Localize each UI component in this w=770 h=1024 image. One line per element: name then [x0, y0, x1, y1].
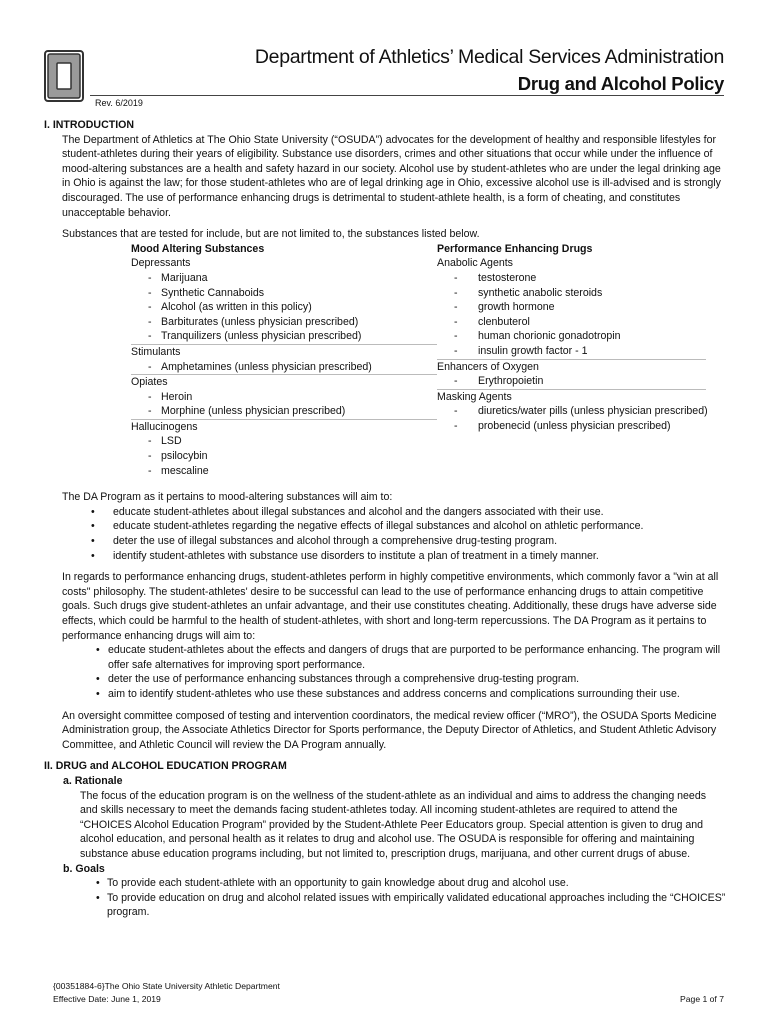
- substances-table: [131, 242, 706, 479]
- mood-aim-item: [44, 534, 726, 549]
- bullet-marker: •: [91, 520, 95, 533]
- ped-substance-item: [437, 404, 706, 419]
- mood-aim-item: [44, 519, 726, 534]
- oversight-paragraph: An oversight committee composed of testing and intervention coordinators, the medical review officer (“MRO”), the OSUDA Sports Medicine Administration group, the Associate Athletics Director for Sports performance, the Deputy Director of Athletics, and Student Athletic Advisory Committee, and Athletic Council will review the DA Program annually.: [62, 709, 717, 751]
- mood-substance-item: [131, 300, 437, 315]
- rationale-paragraph: The focus of the education program is on the wellness of the student-athlete as an individual and aims to address the changing needs and skills necessary to meet the demands facing student-athletes today. All incoming student-athletes are required to attend the “CHOICES Alcohol Education Program” provided by the Student-Athlete Peer Educators group. Special attention is given to drug and alcohol education, and personal health as it relates to drug and alcohol use. The OSUDA is responsible for offering and maintaining substance abuse education programs including, but not limited to, prescription drugs, marijuana, and other current drugs of abuse.: [80, 789, 707, 860]
- dash-marker: -: [454, 405, 458, 418]
- dash-marker: -: [454, 315, 458, 328]
- mood-aim-item: [44, 549, 726, 564]
- mood-substance-group: [131, 344, 437, 374]
- mood-substance-group-name: Hallucinogens: [131, 420, 198, 433]
- ped-substance-item: [437, 271, 706, 286]
- mood-substance-item: [131, 286, 437, 301]
- dash-marker: -: [148, 464, 152, 477]
- page-number: Page 1 of 7: [680, 994, 724, 1004]
- mood-substance-item-label: Amphetamines (unless physician prescribed): [161, 360, 372, 373]
- subsection-heading-goals: b. Goals: [63, 862, 105, 875]
- ped-paragraph: In regards to performance enhancing drugs, student-athletes perform in highly competitive environments, which commonly favor a "win at all costs" philosophy. The student-athletes' desire to be successful can lead to the use of performance enhancing drugs to attain competitive goals. Such drugs give student-athletes an unfair advantage, and their use constitutes cheating. Additionally, these drugs have adverse side effects, which could be harmful to the health of student-athletes, with short and long-term repercussions. The DA Program as it pertains to performance enhancing drugs will aim to:: [62, 571, 719, 642]
- ped-substance-item-label: clenbuterol: [478, 315, 530, 328]
- mood-substance-item-label: Alcohol (as written in this policy): [161, 301, 312, 314]
- mood-substance-group: [131, 256, 437, 344]
- dash-marker: -: [454, 286, 458, 299]
- bullet-marker: •: [91, 535, 95, 548]
- dash-marker: -: [148, 271, 152, 284]
- mood-substance-item: [131, 449, 437, 464]
- ped-substance-item: [437, 329, 706, 344]
- ped-aim-item: [44, 643, 726, 672]
- bullet-marker: •: [96, 877, 100, 890]
- mood-substance-item: [131, 434, 437, 449]
- dash-marker: -: [148, 405, 152, 418]
- mood-substance-item-label: Tranquilizers (unless physician prescribed): [161, 330, 362, 343]
- ped-substance-item-label: testosterone: [478, 271, 537, 284]
- ped-substance-group-name: Masking Agents: [437, 390, 512, 403]
- mood-aims-list: [44, 505, 726, 563]
- mood-substance-item: [131, 315, 437, 330]
- ped-column: [437, 256, 706, 478]
- bullet-marker: •: [91, 549, 95, 562]
- ped-aim-item: [44, 672, 726, 687]
- dash-marker: -: [454, 344, 458, 357]
- goal-item-text: To provide education on drug and alcohol related issues with empirically validated educational approaches including the “CHOICES” program.: [107, 891, 726, 919]
- goal-item: [44, 876, 726, 891]
- section-heading-education: II. DRUG and ALCOHOL EDUCATION PROGRAM: [44, 760, 287, 773]
- ped-substance-group-name: Anabolic Agents: [437, 257, 513, 270]
- mood-substance-item: [131, 390, 437, 405]
- ped-substance-item-label: Erythropoietin: [478, 375, 544, 388]
- mood-aim-item: [44, 505, 726, 520]
- goals-list: [44, 876, 726, 920]
- bullet-marker: •: [91, 505, 95, 518]
- dash-marker: -: [454, 301, 458, 314]
- ped-substance-item-label: probenecid (unless physician prescribed): [478, 419, 671, 432]
- mood-substance-item: [131, 464, 437, 479]
- dash-marker: -: [148, 330, 152, 343]
- subsection-heading-rationale: a. Rationale: [63, 774, 123, 787]
- ohio-state-block-o-logo: [44, 50, 84, 102]
- goal-item-text: To provide each student-athlete with an opportunity to gain knowledge about drug and alcohol use.: [107, 877, 569, 890]
- ped-substance-item-label: growth hormone: [478, 301, 555, 314]
- ped-substance-item-label: diuretics/water pills (unless physician prescribed): [478, 405, 708, 418]
- footer-doc-id: {00351884-6}The Ohio State University Athletic Department: [53, 981, 280, 991]
- ped-substance-item: [437, 315, 706, 330]
- page-title: Department of Athletics’ Medical Services Administration: [254, 46, 724, 68]
- bullet-marker: •: [96, 673, 100, 686]
- ped-header: Performance Enhancing Drugs: [437, 242, 593, 255]
- dash-marker: -: [454, 330, 458, 343]
- mood-substance-item-label: LSD: [161, 435, 182, 448]
- ped-substance-item-label: insulin growth factor - 1: [478, 344, 588, 357]
- ped-substance-item: [437, 344, 706, 359]
- ped-aim-item-text: deter the use of performance enhancing substances through a comprehensive drug-testing program.: [108, 673, 580, 686]
- mood-substance-group-name: Depressants: [131, 257, 191, 270]
- dash-marker: -: [454, 419, 458, 432]
- mood-aims-intro: The DA Program as it pertains to mood-altering substances will aim to:: [62, 491, 393, 504]
- mood-aim-item-text: educate student-athletes about illegal substances and alcohol and the dangers associated with their use.: [113, 505, 604, 518]
- ped-substance-group: [437, 359, 706, 389]
- mood-substance-item: [131, 360, 437, 375]
- mood-aim-item-text: educate student-athletes regarding the negative effects of illegal substances and alcohol on athletic performance.: [113, 520, 644, 533]
- mood-substance-item: [131, 404, 437, 419]
- mood-substance-item-label: Heroin: [161, 390, 193, 403]
- mood-substances-header: Mood Altering Substances: [131, 242, 265, 255]
- mood-aim-item-text: deter the use of illegal substances and alcohol through a comprehensive drug-testing program.: [113, 535, 558, 548]
- mood-substance-item-label: Synthetic Cannaboids: [161, 286, 265, 299]
- ped-substance-item: [437, 300, 706, 315]
- footer-left: [53, 980, 280, 1006]
- page-subtitle: Drug and Alcohol Policy: [517, 73, 724, 94]
- mood-substance-item-label: Barbiturates (unless physician prescribed): [161, 315, 359, 328]
- dash-marker: -: [148, 390, 152, 403]
- dash-marker: -: [148, 301, 152, 314]
- ped-substance-item: [437, 419, 706, 434]
- ped-substance-group: [437, 256, 706, 358]
- ped-substance-item: [437, 286, 706, 301]
- mood-substance-item-label: mescaline: [161, 464, 209, 477]
- mood-substance-group-name: Opiates: [131, 376, 168, 389]
- mood-substance-item-label: Marijuana: [161, 271, 208, 284]
- mood-substance-group-name: Stimulants: [131, 345, 181, 358]
- footer-effective-date: Effective Date: June 1, 2019: [53, 994, 161, 1004]
- goal-item: [44, 891, 726, 920]
- mood-substance-item: [131, 329, 437, 344]
- mood-aim-item-text: identify student-athletes with substance use disorders to institute a plan of treatment in a timely manner.: [113, 549, 599, 562]
- ped-aim-item-text: aim to identify student-athletes who use these substances and address concerns and complications surrounding their use.: [108, 687, 680, 700]
- section-heading-introduction: I. INTRODUCTION: [44, 119, 135, 131]
- document-body: [44, 118, 726, 920]
- revision-label: Rev. 6/2019: [95, 98, 143, 108]
- mood-substance-item: [131, 271, 437, 286]
- mood-substance-group: [131, 374, 437, 419]
- bullet-marker: •: [96, 687, 100, 700]
- ped-substance-group: [437, 389, 706, 434]
- ped-aims-list: [44, 643, 726, 701]
- mood-substance-group: [131, 419, 437, 478]
- ped-substance-item-label: synthetic anabolic steroids: [478, 286, 603, 299]
- dash-marker: -: [148, 450, 152, 463]
- ped-substance-item-label: human chorionic gonadotropin: [478, 330, 621, 343]
- dash-marker: -: [454, 271, 458, 284]
- mood-substance-item-label: psilocybin: [161, 450, 208, 463]
- ped-substance-item: [437, 374, 706, 389]
- substances-intro: Substances that are tested for include, but are not limited to, the substances listed below.: [62, 228, 480, 241]
- intro-paragraph: The Department of Athletics at The Ohio State University (“OSUDA”) advocates for the development of healthy and responsible lifestyles for student-athletes during their years of eligibility. Substance use disorders, crimes and other situations that occur while under the influence of mood-altering substances are a health and safety hazard in our society. Alcohol use by student-athletes who are under the legal drinking age in Ohio is against the law; for those student-athletes who are of legal drinking age in Ohio, excessive alcohol use is ill-advised and is strongly discouraged. The use of performance enhancing drugs is detrimental to student-athlete health, is a form of cheating, and constitutes unacceptable behavior.: [62, 133, 721, 219]
- dash-marker: -: [454, 375, 458, 388]
- mood-substances-column: [131, 256, 437, 478]
- dash-marker: -: [148, 315, 152, 328]
- dash-marker: -: [148, 360, 152, 373]
- ped-aim-item: [44, 687, 726, 702]
- mood-substance-item-label: Morphine (unless physician prescribed): [161, 405, 346, 418]
- ped-substance-group-name: Enhancers of Oxygen: [437, 360, 539, 373]
- dash-marker: -: [148, 286, 152, 299]
- bullet-marker: •: [96, 644, 100, 657]
- bullet-marker: •: [96, 891, 100, 904]
- ped-aim-item-text: educate student-athletes about the effects and dangers of drugs that are purported to be performance enhancing. The program will offer safe alternatives for improving sport performance.: [108, 644, 721, 671]
- header-rule: [90, 95, 724, 96]
- dash-marker: -: [148, 435, 152, 448]
